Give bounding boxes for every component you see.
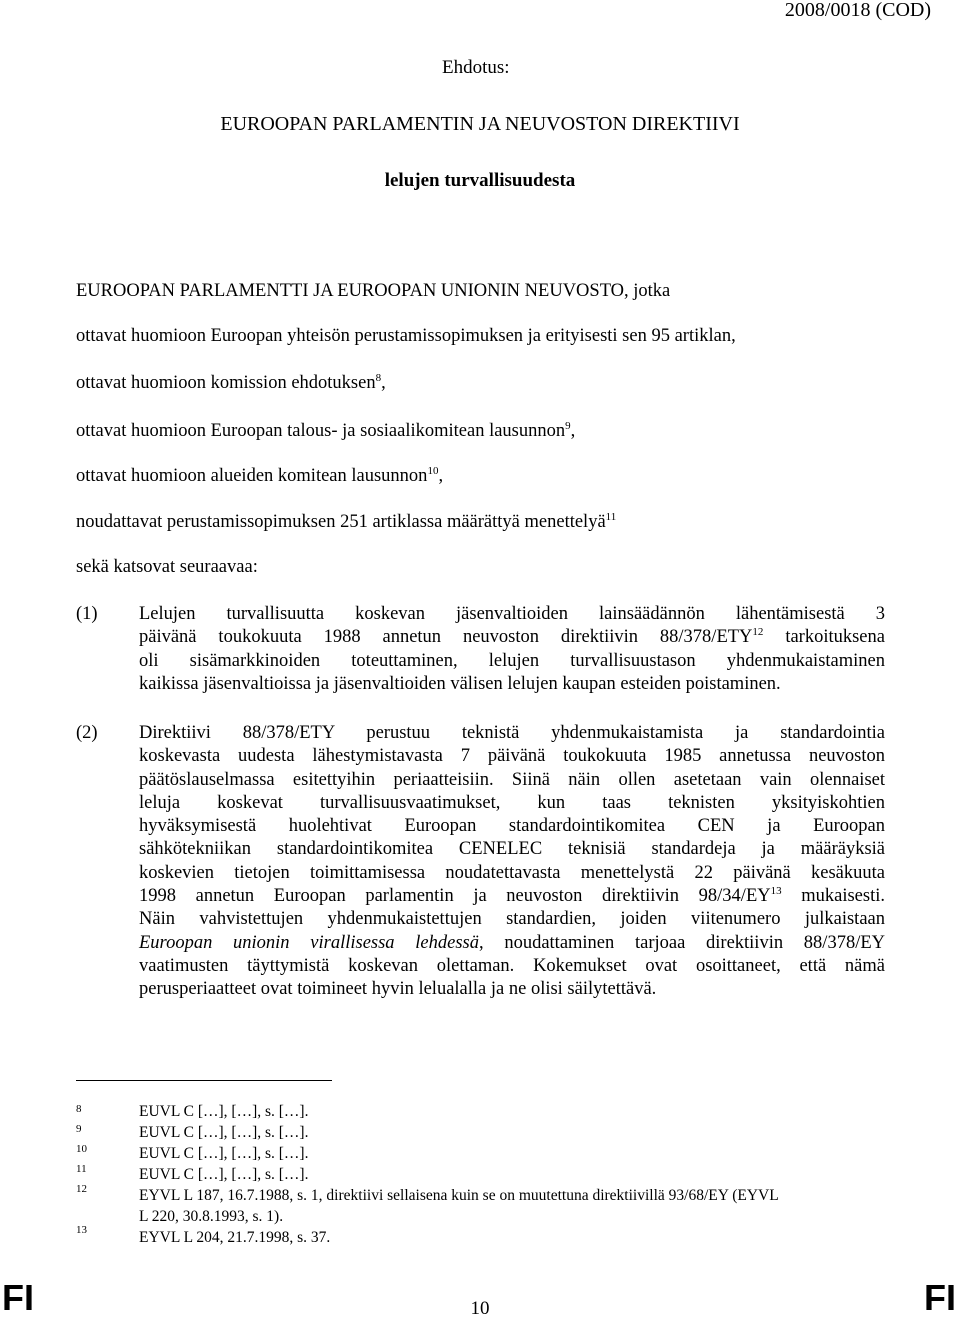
footnote-ref[interactable]: 11 xyxy=(605,511,617,523)
citation-line: noudattavat perustamissopimuksen 251 artiklassa määrättyä menettelyä$^{11}$ xyxy=(76,511,617,532)
recital-line: sähkötekniikan standardointikomitea CENELEC teknisiä standardeja ja määräyksiä xyxy=(139,839,885,860)
document-subtitle: lelujen turvallisuudesta xyxy=(384,170,576,191)
footnote-number: 8 xyxy=(76,1103,82,1115)
language-code-right: FI xyxy=(924,1277,956,1318)
language-code-left: FI xyxy=(2,1277,34,1318)
recital-text xyxy=(139,722,885,1002)
recital-line: vaatimusten täyttymistä koskevan olettaman. Kokemukset ovat osoittaneet, että nämä xyxy=(139,955,885,976)
footnote-text-continued: L 220, 30.8.1993, s. 1). xyxy=(139,1208,284,1225)
citation-line: ottavat huomioon Euroopan talous- ja sosiaalikomitean lausunnon$^9$, xyxy=(76,420,576,441)
footnote-number: 13 xyxy=(76,1224,87,1236)
footnote-text: EYVL L 204, 21.7.1998, s. 37. xyxy=(139,1229,331,1246)
footnote-ref[interactable]: 8 xyxy=(375,372,382,384)
recital-line: hyväksymisestä huolehtivat Euroopan standardointikomitea CEN ja Euroopan xyxy=(139,816,885,837)
footnote-ref[interactable]: 9 xyxy=(565,420,571,432)
recital-line: Euroopan unionin virallisessa lehdessä, noudattaminen tarjoaa direktiivin 88/378/EY xyxy=(139,932,885,953)
recital-line: kaikissa jäsenvaltioissa ja jäsenvaltioiden välisen lelujen kaupan esteiden poistaminen. xyxy=(139,673,781,694)
footnote-ref[interactable]: 10 xyxy=(427,465,439,477)
footnote-number: 10 xyxy=(76,1143,87,1155)
footnote-text: EUVL C […], […], s. […]. xyxy=(139,1166,309,1183)
journal-title: Euroopan unionin virallisessa lehdessä xyxy=(139,932,479,953)
recital-line: koskevien tietojen toimittamisessa noudatettavasta menettelystä 22 päivänä kesäkuuta xyxy=(139,862,885,883)
footnote-ref[interactable]: 12 xyxy=(752,626,764,639)
footnote-number: 11 xyxy=(76,1163,87,1175)
recital-line: päivänä toukokuuta 1988 annetun neuvoston direktiivin 88/378/ETY$^{12}$ tarkoituksena xyxy=(139,626,885,648)
footnote-number: 12 xyxy=(76,1183,87,1195)
recital-line: perusperiaatteet ovat toimineet hyvin lelualalla ja ne olisi säilytettävä. xyxy=(139,979,657,1000)
recital-line: leluja koskevat turvallisuusvaatimukset, kun taas teknisten yksityiskohtien xyxy=(139,792,885,813)
recital-line: Näin vahvistettujen yhdenmukaistettujen standardien, joiden viitenumero julkaistaan xyxy=(139,909,885,930)
recital-line: päätöslauselmassa esitettyihin periaatteisiin. Siinä näin ollen asetetaan vain olennaiset xyxy=(139,769,885,790)
document-reference: 2008/0018 (COD) xyxy=(784,0,931,21)
citation-line: ottavat huomioon Euroopan yhteisön perustamissopimuksen ja erityisesti sen 95 artiklan, xyxy=(76,326,736,346)
recital-number: (1) xyxy=(76,604,98,624)
footnote-ref[interactable]: 13 xyxy=(770,885,782,898)
recital-line: koskevasta uudesta lähestymistavasta 7 päivänä toukokuuta 1985 annetussa neuvoston xyxy=(139,746,885,767)
footnote-separator xyxy=(76,1080,332,1081)
citation-line: ottavat huomioon alueiden komitean lausunnon$^{10}$, xyxy=(76,465,444,486)
citation-line: ottavat huomioon komission ehdotuksen$^8$, xyxy=(76,372,386,393)
recital-line: Direktiivi 88/378/ETY perustuu teknistä yhdenmukaistamista ja standardointia xyxy=(139,723,885,743)
footnote-text: EYVL L 187, 16.7.1988, s. 1, direktiivi sellaisena kuin se on muutettuna direktiivillä 93/68/EY (EYVL xyxy=(139,1187,779,1204)
proposal-label: Ehdotus: xyxy=(442,57,510,78)
footnote-text: EUVL C […], […], s. […]. xyxy=(139,1145,309,1162)
page-number: 10 xyxy=(470,1298,490,1319)
recital-line: oli sisämarkkinoiden toteuttaminen, lelujen turvallisuustason yhdenmukaistaminen xyxy=(139,650,885,671)
document-title: EUROOPAN PARLAMENTIN JA NEUVOSTON DIREKTIIVI xyxy=(220,113,740,135)
footnote-text: EUVL C […], […], s. […]. xyxy=(139,1103,309,1120)
recital-text xyxy=(139,603,885,696)
footnote-text: EUVL C […], […], s. […]. xyxy=(139,1124,309,1141)
whereas-intro: sekä katsovat seuraavaa: xyxy=(76,557,258,577)
recital-number: (2) xyxy=(76,723,98,743)
footnote-number: 9 xyxy=(76,1123,82,1135)
recital-line: Lelujen turvallisuutta koskevan jäsenvaltioiden lainsäädännön lähentämisestä 3 xyxy=(139,604,885,624)
recital-line: 1998 annetun Euroopan parlamentin ja neuvoston direktiivin 98/34/EY$^{13}$ mukaisesti. xyxy=(139,885,885,907)
preamble-institutions: EUROOPAN PARLAMENTTI JA EUROOPAN UNIONIN NEUVOSTO, jotka xyxy=(76,281,671,301)
